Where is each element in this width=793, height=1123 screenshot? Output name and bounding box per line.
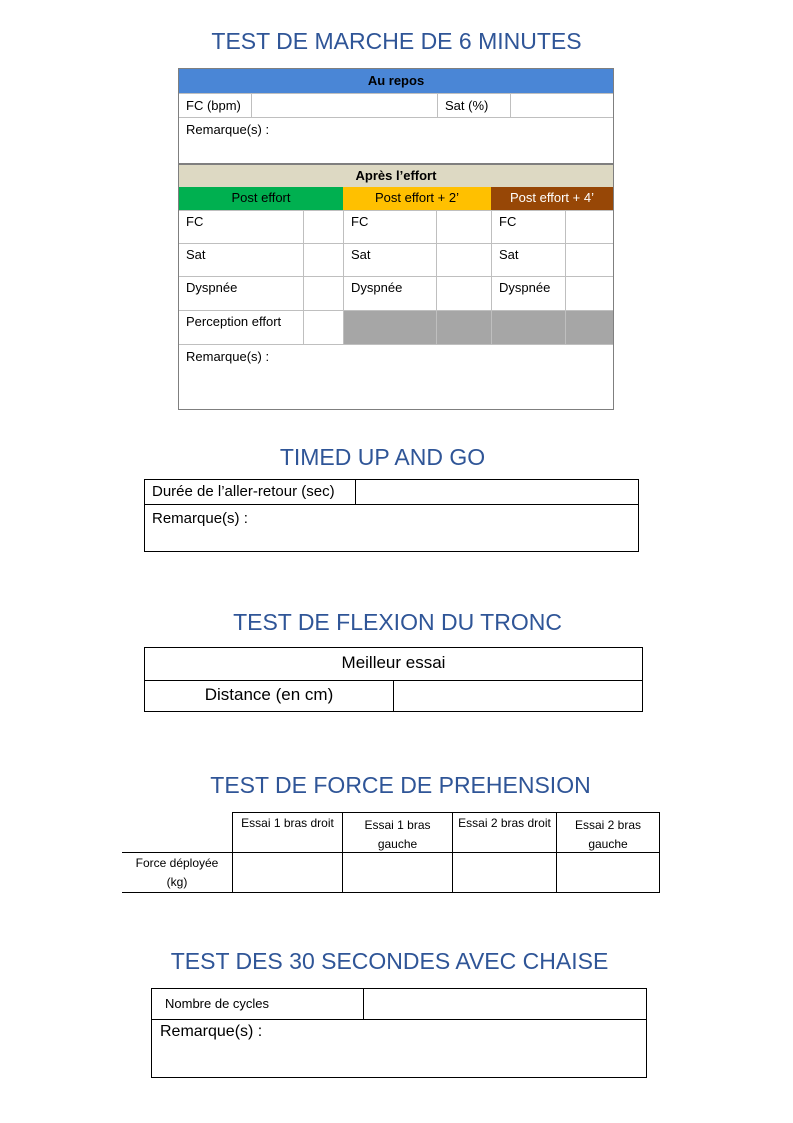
fc-label-3: FC xyxy=(491,210,565,243)
phase-post-effort: Post effort xyxy=(179,187,343,210)
grip-input-4[interactable] xyxy=(556,852,660,893)
rest-table xyxy=(178,68,614,164)
dyspnee-input-3[interactable] xyxy=(565,276,613,310)
flexion-distance-label: Distance (en cm) xyxy=(145,680,393,711)
sat-label-2: Sat xyxy=(343,243,436,276)
six-min-title: TEST DE MARCHE DE 6 MINUTES xyxy=(211,28,582,54)
sat-label-3: Sat xyxy=(491,243,565,276)
phase-post-effort-2: Post effort + 2’ xyxy=(343,187,491,210)
fc-label-1: FC xyxy=(179,210,303,243)
grip-table xyxy=(122,812,660,893)
sat-input-3[interactable] xyxy=(565,243,613,276)
rest-remark[interactable]: Remarque(s) : xyxy=(179,117,613,163)
tug-table xyxy=(144,479,639,552)
phase-post-effort-4: Post effort + 4’ xyxy=(491,187,613,210)
rest-sat-input[interactable] xyxy=(510,93,613,117)
grip-input-1[interactable] xyxy=(232,852,342,893)
chair-table xyxy=(151,988,647,1078)
grip-col-essai2-gauche xyxy=(556,812,660,853)
fc-input-1[interactable] xyxy=(303,210,343,243)
grip-row-label-line2: (kg) xyxy=(166,875,188,889)
chair-remark[interactable]: Remarque(s) : xyxy=(152,1019,646,1077)
chair-cycles-label: Nombre de cycles xyxy=(165,996,270,1011)
tug-duration-label: Durée de l’aller-retour (sec) xyxy=(152,483,335,500)
dyspnee-label-1: Dyspnée xyxy=(179,276,303,310)
grip-col2-line1: Essai 1 bras xyxy=(364,818,431,832)
chair-title: TEST DES 30 SECONDES AVEC CHAISE xyxy=(170,948,609,974)
perception-disabled-1 xyxy=(343,310,436,344)
flexion-distance-input[interactable] xyxy=(393,680,642,711)
chair-cycles-input[interactable] xyxy=(363,989,646,1019)
after-header: Après l’effort xyxy=(179,165,613,187)
grip-row-label-line1: Force déployée xyxy=(135,856,219,870)
after-remark[interactable]: Remarque(s) : xyxy=(179,344,613,409)
grip-input-3[interactable] xyxy=(452,852,556,893)
tug-title: TIMED UP AND GO xyxy=(279,444,486,470)
grip-col4-line2: gauche xyxy=(588,837,628,851)
rest-fc-label: FC (bpm) xyxy=(179,93,251,117)
dyspnee-input-1[interactable] xyxy=(303,276,343,310)
grip-col-essai1-droit: Essai 1 bras droit xyxy=(232,812,342,853)
perception-disabled-4 xyxy=(565,310,613,344)
tug-remark[interactable]: Remarque(s) : xyxy=(145,504,638,551)
dyspnee-label-3: Dyspnée xyxy=(491,276,565,310)
grip-col-essai2-droit: Essai 2 bras droit xyxy=(452,812,556,853)
rest-sat-label: Sat (%) xyxy=(437,93,510,117)
grip-title: TEST DE FORCE DE PREHENSION xyxy=(210,772,591,798)
sat-input-1[interactable] xyxy=(303,243,343,276)
perception-input[interactable] xyxy=(303,310,343,344)
sat-label-1: Sat xyxy=(179,243,303,276)
fc-label-2: FC xyxy=(343,210,436,243)
dyspnee-input-2[interactable] xyxy=(436,276,491,310)
fc-input-2[interactable] xyxy=(436,210,491,243)
rest-fc-input[interactable] xyxy=(251,93,437,117)
grip-col-essai1-gauche xyxy=(342,812,452,853)
dyspnee-label-2: Dyspnée xyxy=(343,276,436,310)
grip-col4-line1: Essai 2 bras xyxy=(574,818,642,832)
perception-disabled-2 xyxy=(436,310,491,344)
grip-input-2[interactable] xyxy=(342,852,452,893)
flexion-title: TEST DE FLEXION DU TRONC xyxy=(233,609,562,635)
fc-input-3[interactable] xyxy=(565,210,613,243)
grip-col2-line2: gauche xyxy=(377,837,418,851)
after-effort-table xyxy=(178,164,614,410)
flexion-header: Meilleur essai xyxy=(341,653,446,672)
grip-row-label xyxy=(122,852,232,893)
tug-duration-input[interactable] xyxy=(355,480,638,504)
sat-input-2[interactable] xyxy=(436,243,491,276)
rest-header: Au repos xyxy=(179,69,613,93)
flexion-table xyxy=(144,647,643,712)
perception-label: Perception effort xyxy=(179,310,303,344)
perception-disabled-3 xyxy=(491,310,565,344)
